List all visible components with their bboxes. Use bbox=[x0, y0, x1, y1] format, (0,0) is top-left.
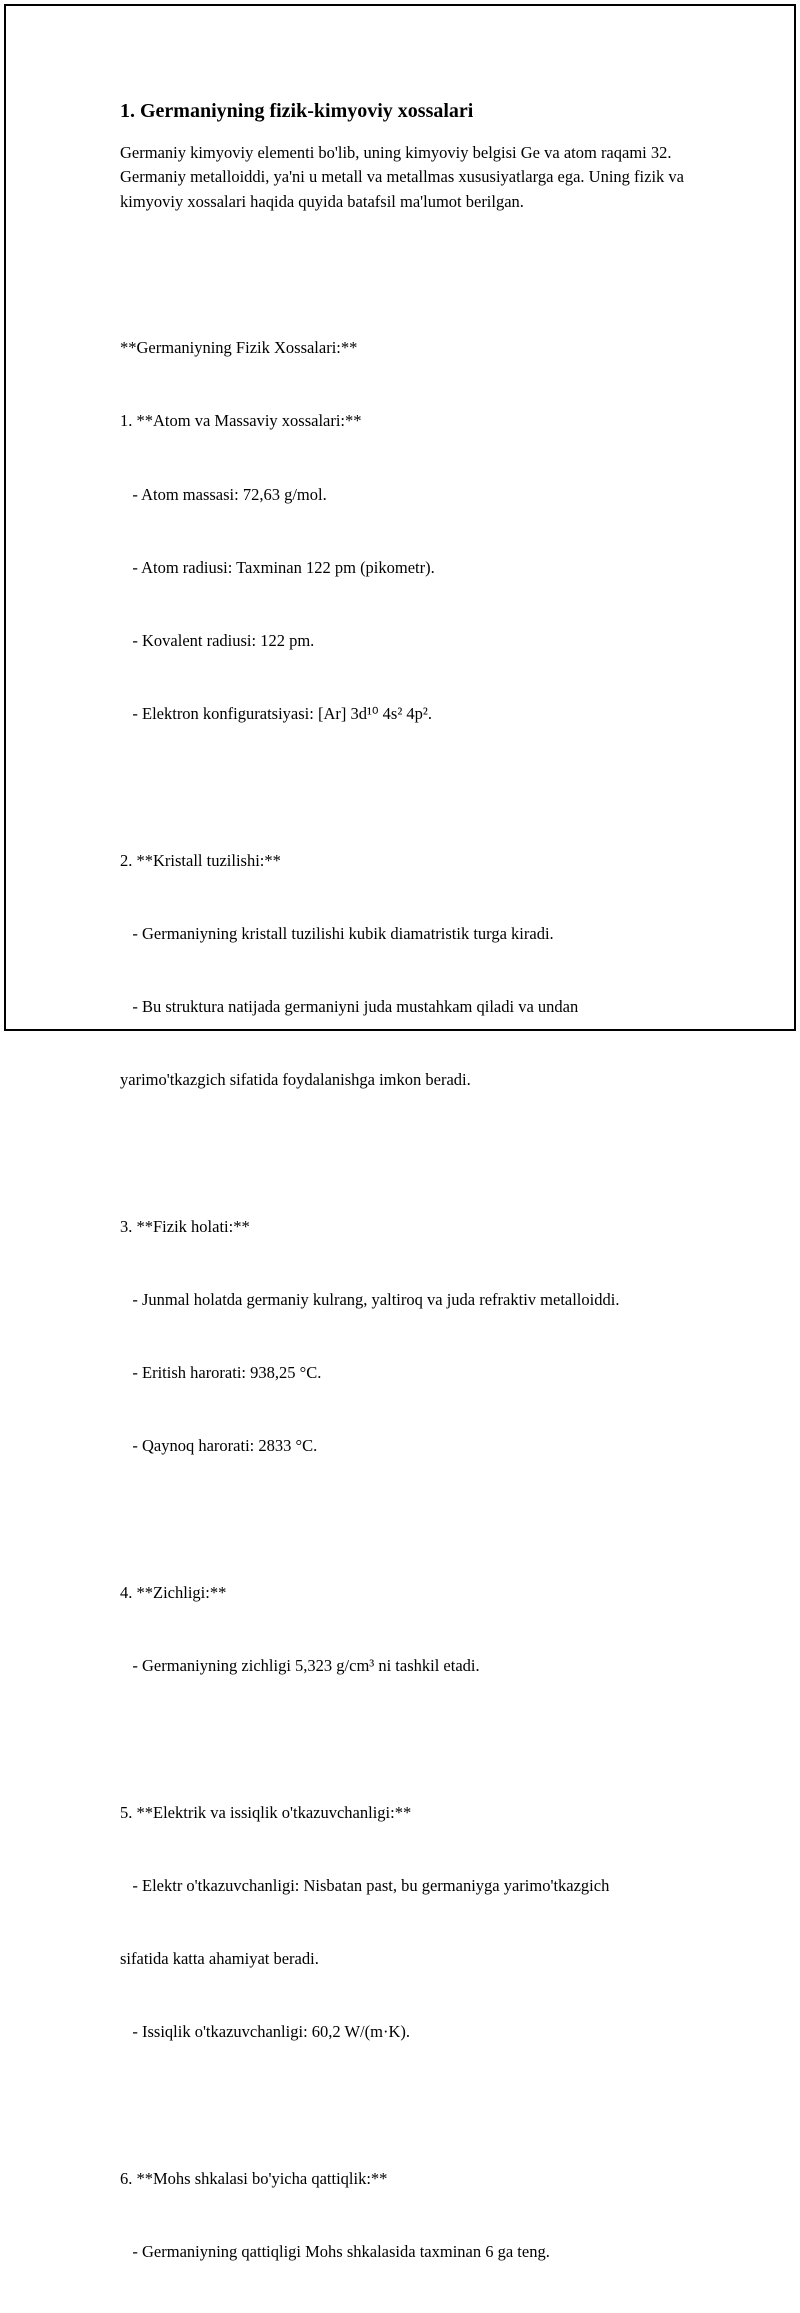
list-subitem: - Germaniyning kristall tuzilishi kubik diamatristik turga kiradi. bbox=[120, 923, 554, 943]
body-line bbox=[120, 263, 700, 287]
body-line bbox=[120, 776, 700, 800]
list-subitem: - Elektron konfiguratsiyasi: [Ar] 3d¹⁰ 4s² 4p². bbox=[120, 704, 432, 724]
body-line bbox=[120, 1142, 700, 1166]
list-subitem: - Issiqlik o'tkazuvchanligi: 60,2 W/(m·K). bbox=[120, 2022, 410, 2042]
intro-paragraph: Germaniy kimyoviy elementi bo'lib, uning kimyoviy belgisi Ge va atom raqami 32. Germaniy metalloiddi, ya'ni u metall va metallmas xususiyatlarga ega. Uning fizik va kimyoviy xossalari haqida quyida batafsil ma'lumot berilgan. bbox=[120, 143, 684, 211]
list-subitem: - Germaniyning zichligi 5,323 g/cm³ ni tashkil etadi. bbox=[120, 1656, 480, 1676]
list-subitem: - Bu struktura natijada germaniyni juda mustahkam qiladi va undan bbox=[120, 997, 579, 1017]
list-item: 1. **Atom va Massaviy xossalari:** bbox=[120, 411, 362, 431]
list-subitem: - Kovalent radiusi: 122 pm. bbox=[120, 631, 315, 651]
list-item: 5. **Elektrik va issiqlik o'tkazuvchanligi:** bbox=[120, 1802, 412, 1822]
list-subitem: - Atom radiusi: Taxminan 122 pm (pikometr). bbox=[120, 557, 435, 577]
list-subitem: - Atom massasi: 72,63 g/mol. bbox=[120, 484, 327, 504]
list-subitem: - Germaniyning qattiqligi Mohs shkalasida taxminan 6 ga teng. bbox=[120, 2241, 550, 2261]
body-line bbox=[120, 1508, 700, 1532]
list-item: 6. **Mohs shkalasi bo'yicha qattiqlik:** bbox=[120, 2168, 388, 2188]
body-text bbox=[120, 214, 700, 2313]
list-subitem: - Eritish harorati: 938,25 °C. bbox=[120, 1363, 322, 1383]
list-subitem-continuation: yarimo'tkazgich sifatida foydalanishga imkon beradi. bbox=[120, 1070, 471, 1090]
document-content bbox=[120, 98, 700, 2313]
list-item: 3. **Fizik holati:** bbox=[120, 1216, 250, 1236]
list-item: 4. **Zichligi:** bbox=[120, 1582, 227, 1602]
body-line bbox=[120, 1727, 700, 1751]
document-page bbox=[4, 4, 796, 2261]
list-subitem: - Elektr o'tkazuvchanligi: Nisbatan past, bu germaniyga yarimo'tkazgich bbox=[120, 1875, 610, 1895]
list-subitem-continuation: sifatida katta ahamiyat beradi. bbox=[120, 1948, 319, 1968]
page-title: 1. Germaniyning fizik-kimyoviy xossalari bbox=[120, 100, 474, 122]
body-line bbox=[120, 2093, 700, 2117]
section-title: **Germaniyning Fizik Xossalari:** bbox=[120, 338, 358, 358]
list-subitem: - Qaynoq harorati: 2833 °C. bbox=[120, 1436, 318, 1456]
list-subitem: - Junmal holatda germaniy kulrang, yaltiroq va juda refraktiv metalloiddi. bbox=[120, 1290, 620, 1310]
list-item: 2. **Kristall tuzilishi:** bbox=[120, 850, 281, 870]
